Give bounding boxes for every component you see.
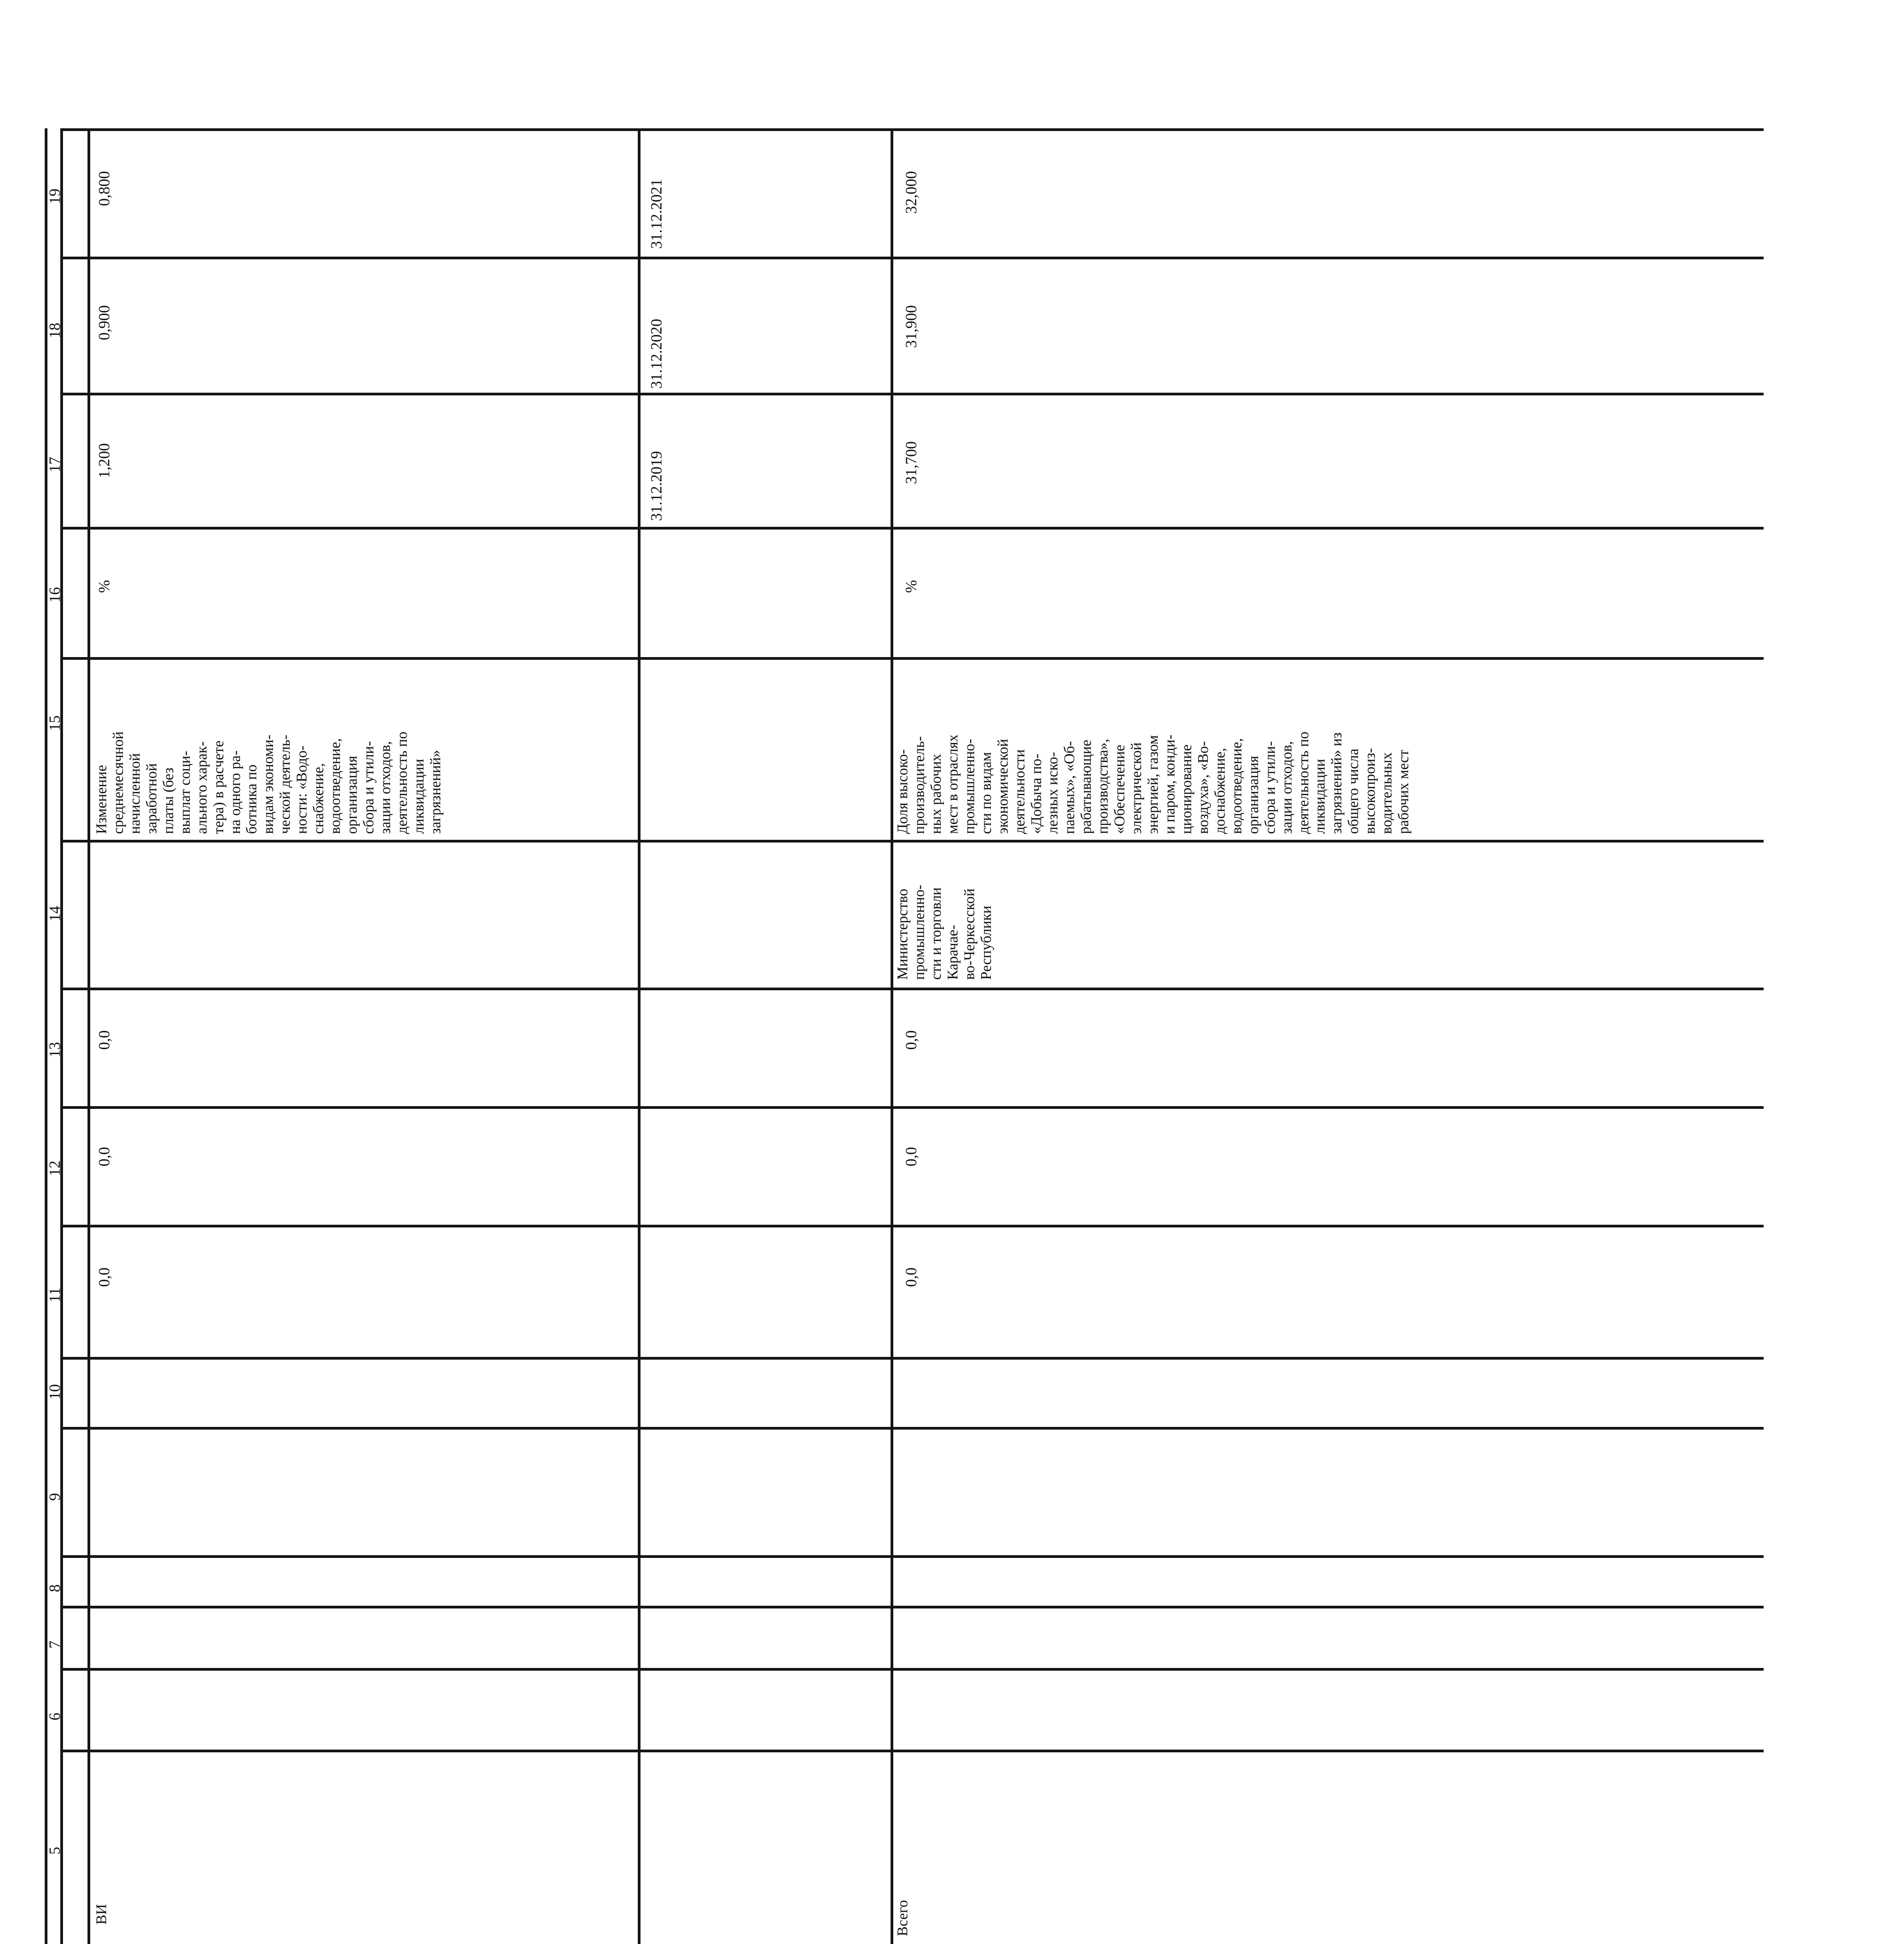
rule — [45, 128, 47, 1944]
row-a-col17: 1,200 — [95, 443, 113, 478]
col-header-6: 6 — [46, 1713, 63, 1720]
row-c-col16: % — [902, 580, 920, 593]
rule — [60, 1225, 1764, 1227]
col-header-17: 17 — [46, 457, 63, 472]
rule — [60, 1606, 1764, 1608]
row-a-col12: 0,0 — [95, 1147, 113, 1166]
rule — [88, 128, 90, 1944]
col-header-15: 15 — [46, 715, 63, 731]
col-header-5: 5 — [46, 1847, 63, 1855]
rule — [60, 988, 1764, 990]
row-c-col15: Доля высоко- производитель- ных рабочих мест в отраслях промышленно- сти по видам экономической деятельности «Добыча по- лезных иско- паемых», «Об- рабатывающие производства», «Обеспечение электрической энергией, газом и паром, конди- ционирование воздуха», «Во- доснабжение, водоотведение, организация сбора и утили- зации отходов, деятельность по ликвидации загрязнений» из общего числа высокопроиз- водительных рабочих мест — [894, 731, 1412, 834]
col-header-19: 19 — [46, 189, 63, 204]
col-header-8: 8 — [46, 1584, 63, 1592]
col-header-9: 9 — [46, 1493, 63, 1501]
rule — [638, 128, 640, 1944]
row-a-col13: 0,0 — [95, 1030, 113, 1050]
row-b-col19: 31.12.2021 — [648, 179, 665, 249]
rule — [60, 1427, 1764, 1430]
col-header-14: 14 — [46, 906, 63, 921]
row-c-col17: 31,700 — [902, 441, 920, 484]
rule — [60, 1357, 1764, 1360]
row-c-col5: Всего — [894, 1900, 911, 1936]
row-b-col17: 31.12.2019 — [648, 451, 665, 521]
rule — [60, 840, 1764, 843]
row-c-col12: 0,0 — [902, 1147, 920, 1166]
rule — [60, 393, 1764, 395]
row-a-col16: % — [95, 580, 113, 593]
col-header-11: 11 — [46, 1287, 63, 1302]
col-header-18: 18 — [46, 323, 63, 338]
row-a-col5: ВИ — [93, 1904, 110, 1925]
rule — [60, 657, 1764, 660]
rule — [891, 128, 893, 1944]
row-b-col18: 31.12.2020 — [648, 319, 665, 389]
row-a-col11: 0,0 — [95, 1267, 113, 1287]
rule — [60, 128, 63, 1944]
row-c-col13: 0,0 — [902, 1030, 920, 1050]
row-c-col14: Министерство промышленно- сти и торговли Карачае- во-Черкесской Республики — [894, 885, 994, 980]
col-header-10: 10 — [46, 1384, 63, 1400]
rule — [60, 128, 1764, 131]
row-a-col18: 0,900 — [95, 305, 113, 340]
row-c-col18: 31,900 — [902, 305, 920, 348]
rule — [60, 527, 1764, 530]
col-header-16: 16 — [46, 587, 63, 603]
col-header-7: 7 — [46, 1641, 63, 1649]
rule — [60, 257, 1764, 259]
row-c-col11: 0,0 — [902, 1267, 920, 1287]
col-header-13: 13 — [46, 1042, 63, 1058]
row-a-col15: Изменение среднемесячной начисленной заработной платы (без выплат соци- ального харак- тера) в расчете на одного ра- ботника по видам экономи- ческой деятель- ности: «Водо- снабжение, водоотведение, организация сбора и утили- зации отходов, деятельность по ликвидации загрязнений» — [93, 731, 444, 834]
row-a-col19: 0,800 — [95, 171, 113, 206]
rule — [60, 1555, 1764, 1558]
rule — [60, 1106, 1764, 1109]
col-header-12: 12 — [46, 1161, 63, 1176]
rule — [60, 1668, 1764, 1671]
row-c-col19: 32,000 — [902, 171, 920, 214]
rule — [60, 1750, 1764, 1752]
